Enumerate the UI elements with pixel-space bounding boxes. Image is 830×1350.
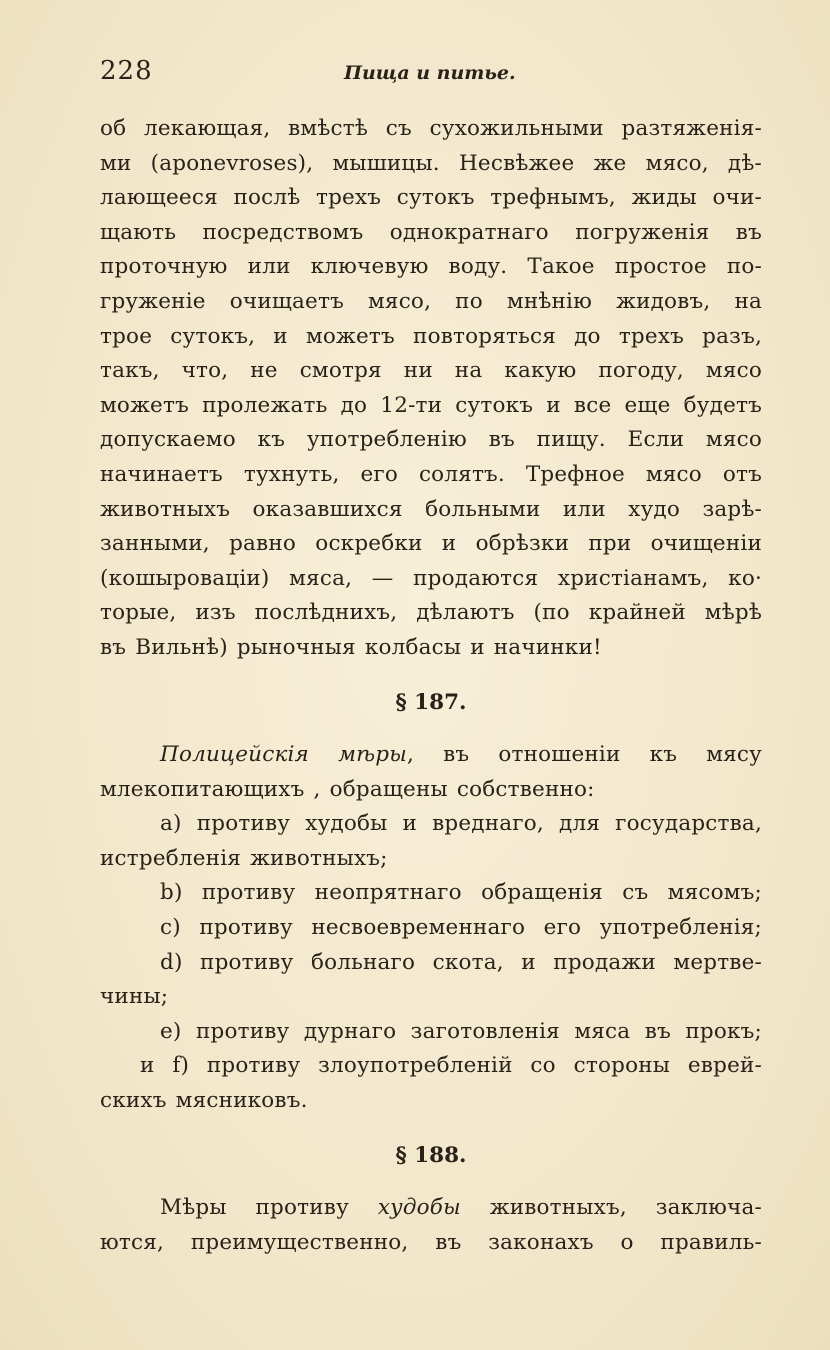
page-header [100,56,760,92]
text-line: допускаемо къ употребленію въ пищу. Если мясо [100,427,762,453]
text-line: лающееся послѣ трехъ сутокъ трефнымъ, жиды очи- [100,185,762,211]
list-item: c) противу несвоевременнаго его употребленія; [160,915,762,941]
text-line: въ Вильнѣ) рыночныя колбасы и начинки! [100,634,602,660]
text-span: Мѣры противу [160,1195,378,1221]
section-heading-188: § 188. [395,1142,467,1168]
list-item-continuation: скихъ мясниковъ. [100,1088,308,1114]
text-span: животныхъ, заключа- [460,1195,762,1221]
text-line: об лекающая, вмѣстѣ съ сухожильными разтяженія- [100,116,762,141]
text-line: животныхъ оказавшихся больными или худо зарѣ- [100,496,762,522]
italic-term: худобы [377,1195,461,1221]
list-item: b) противу неопрятнаго обращенія съ мясомъ; [160,880,762,906]
text-line [100,1191,762,1226]
list-item: и f) противу злоупотребленій со стороны еврей- [140,1053,762,1079]
text-line: занными, равно оскребки и обрѣзки при очищеніи [100,531,762,557]
list-item: e) противу дурнаго заготовленія мяса въ прокъ; [160,1018,762,1044]
page-body [100,112,762,1260]
text-line: груженіе очищаетъ мясо, по мнѣнію жидовъ, на [100,288,762,314]
section-188-body [100,1191,762,1260]
text-line: трое сутокъ, и можетъ повторяться до трехъ разъ, [100,323,762,349]
text-line: такъ, что, не смотря ни на какую погоду, мясо [100,358,762,384]
list-item: а) противу худобы и вреднаго, для государства, [160,811,762,837]
text-line: ми (aponevroses), мышицы. Несвѣжее же мясо, дѣ- [100,150,762,176]
section-187-body [100,738,762,1119]
list-item-continuation: чины; [100,984,169,1010]
text-line: можетъ пролежать до 12-ти сутокъ и все еще будетъ [100,392,762,418]
italic-term: Полицейскія мѣры [160,742,407,768]
text-line: торые, изъ послѣднихъ, дѣлаютъ (по крайней мѣрѣ [100,600,762,626]
list-item-continuation: истребленія животныхъ; [100,845,388,871]
text-line: (кошыроваціи) мяса, — продаются христіанамъ, ко· [100,565,762,591]
text-line: щають посредствомъ однократнаго погруженія въ [100,219,762,245]
text-line: проточную или ключевую воду. Такое простое по- [100,254,762,280]
text-span: , въ отношеніи къ мясу [406,742,763,768]
text-line [100,738,762,773]
text-line: млекопитающихъ , обращены собственно: [100,776,595,802]
list-item: d) противу больнаго скота, и продажи мертве- [160,949,762,975]
paragraph-continuation [100,112,762,666]
running-title: Пища и питье. [344,62,516,84]
page-number: 228 [100,56,153,86]
text-line: начинаетъ тухнуть, его солятъ. Трефное мясо отъ [100,461,762,487]
text-line: ются, преимущественно, въ законахъ о правиль- [100,1229,762,1255]
section-heading-187: § 187. [395,689,467,715]
